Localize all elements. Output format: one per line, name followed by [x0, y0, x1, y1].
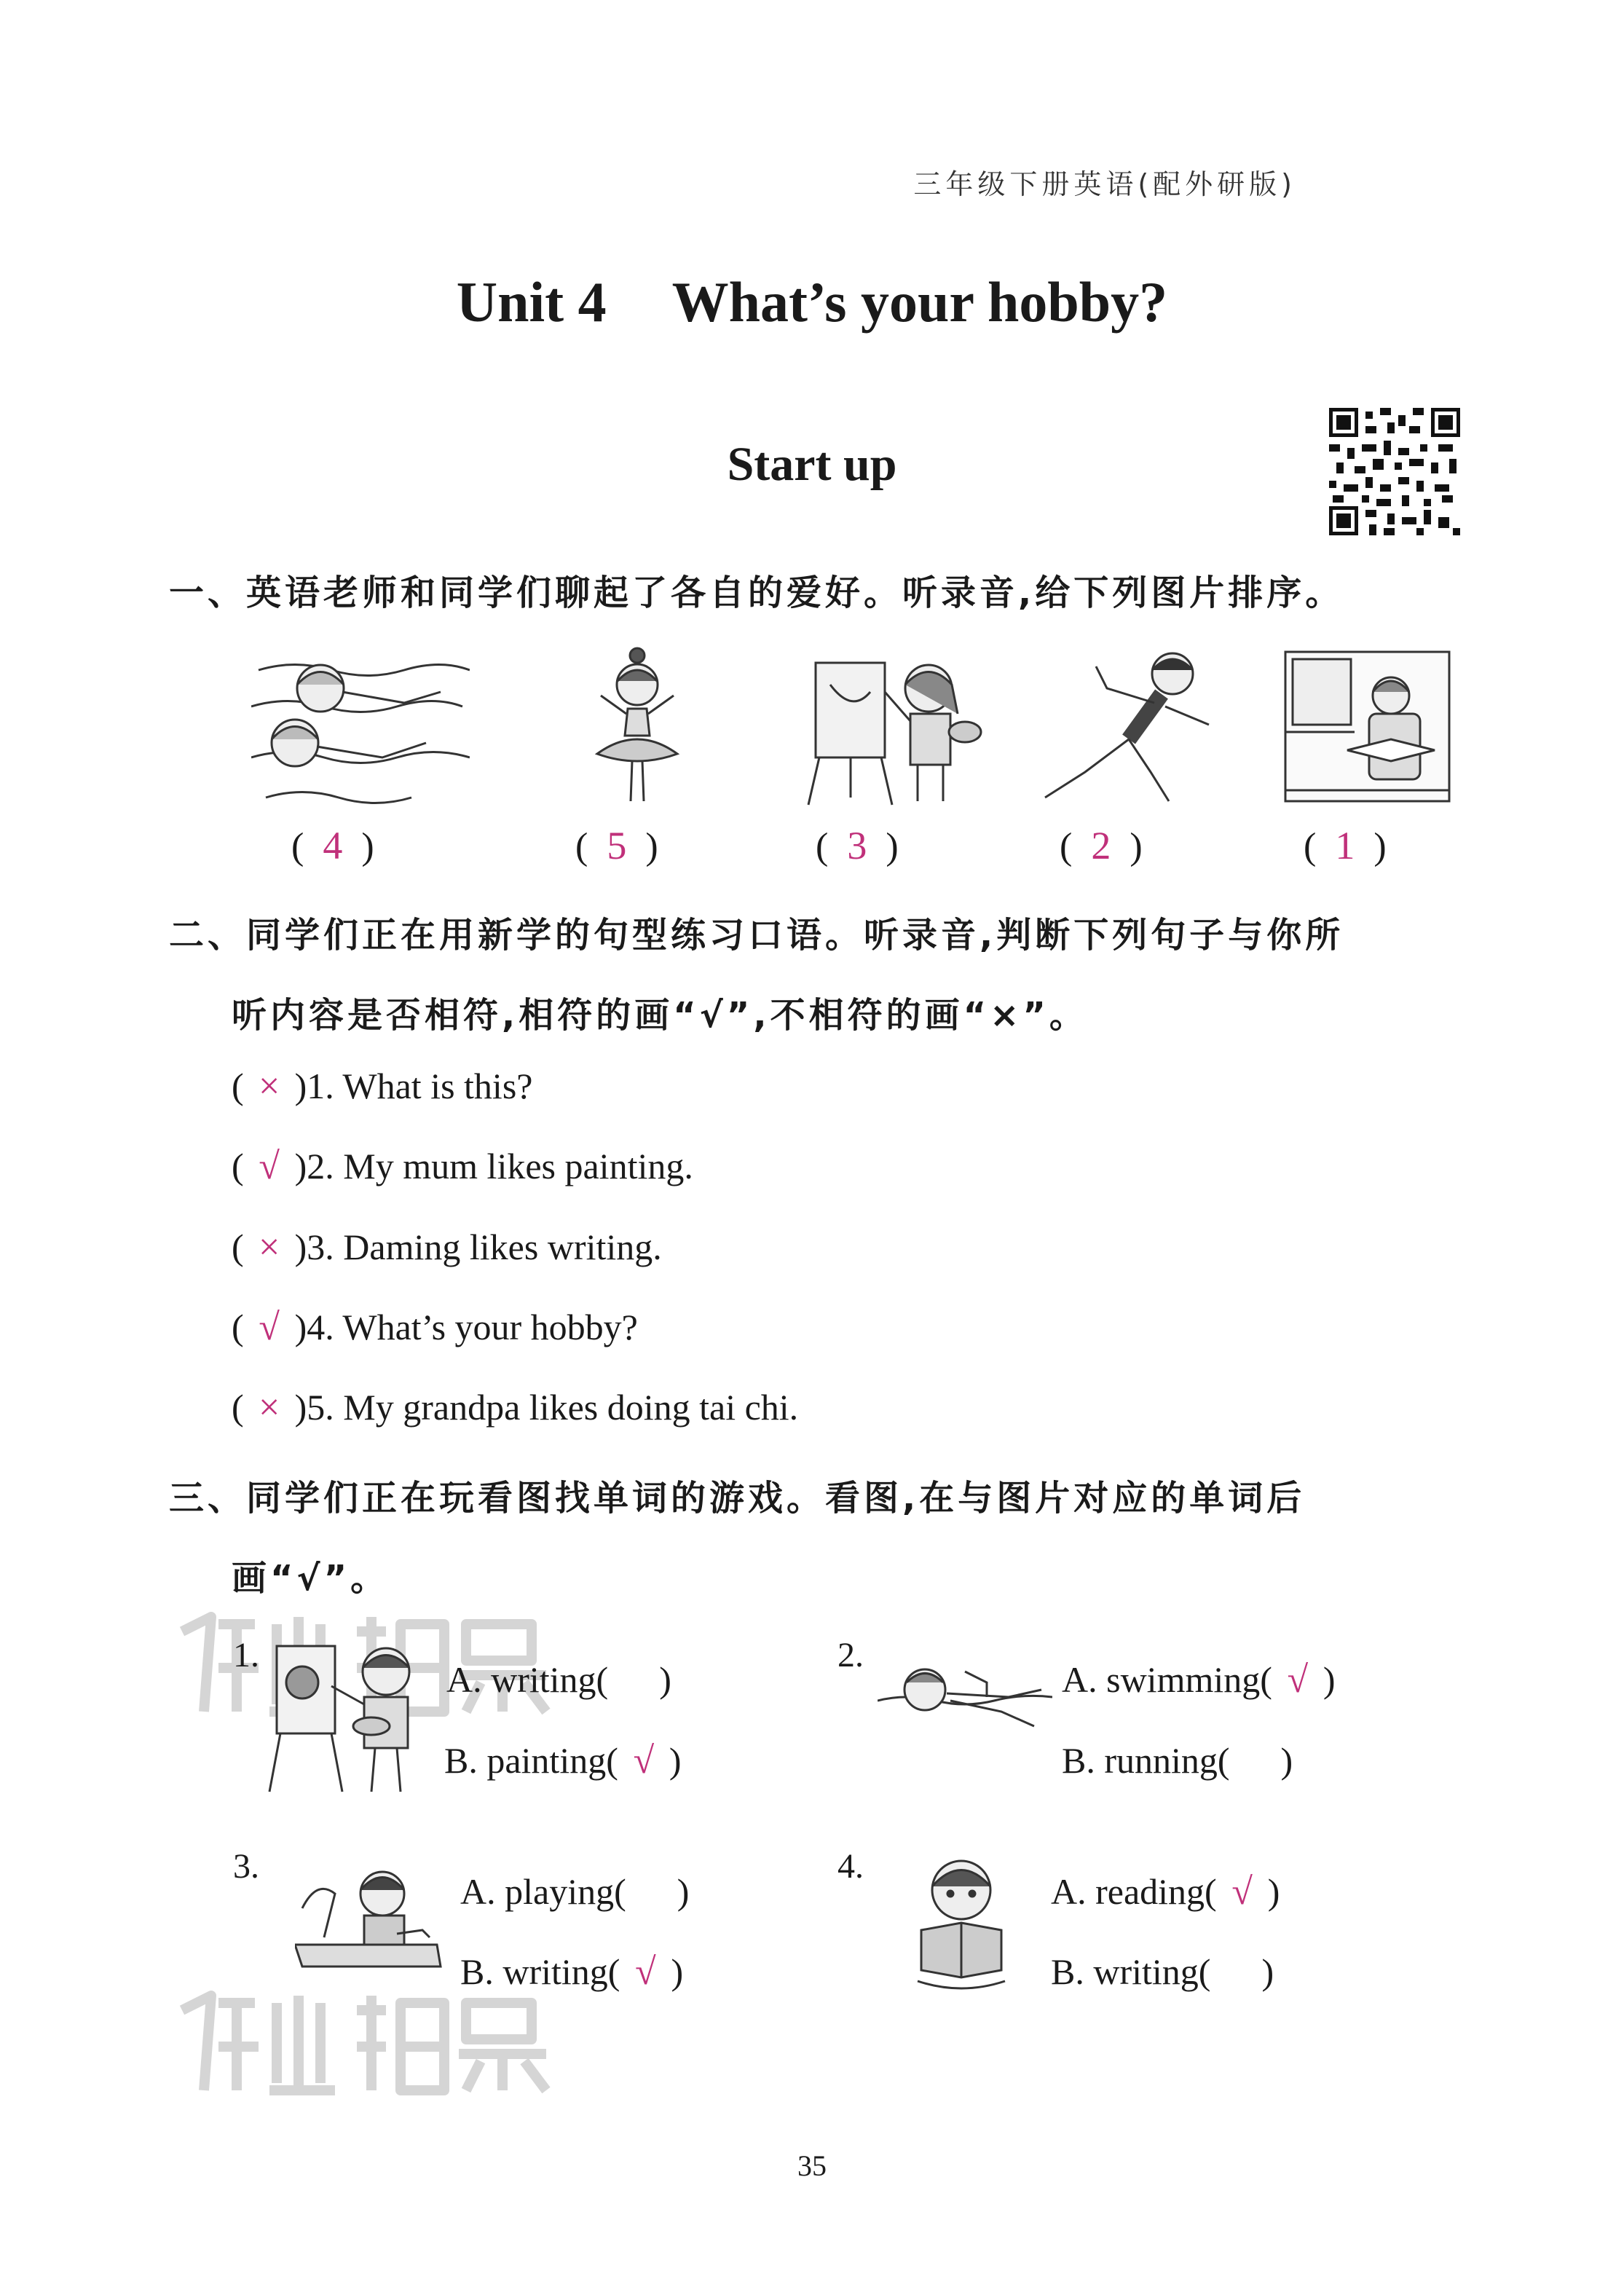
watermark-logo	[167, 1981, 561, 2105]
page-header: 三年级下册英语(配外研版)	[913, 168, 1296, 200]
q1-answer-value: 3	[847, 824, 867, 867]
q1-answer-value: 2	[1091, 824, 1111, 867]
q2-item-mark: ×	[258, 1387, 280, 1428]
unit-label: Unit 4	[456, 270, 607, 334]
q2-item-text: )5. My grandpa likes doing tai chi.	[294, 1387, 799, 1428]
q2-item-5: ( × )5. My grandpa likes doing tai chi.	[232, 1387, 799, 1428]
q3-item-number: 3.	[233, 1847, 259, 1886]
option-text: A. writing(	[446, 1659, 609, 1700]
q1-answer-value: 1	[1335, 824, 1355, 867]
option-text: B. writing(	[1051, 1951, 1211, 1992]
q3-item-4-option-b: B. writing( )	[1051, 1951, 1274, 1992]
running-boy-picture	[1027, 645, 1231, 816]
q3-instruction-line1: 三、同学们正在玩看图找单词的游戏。看图,在与图片对应的单词后	[169, 1478, 1306, 1519]
q2-item-3: ( × )3. Daming likes writing.	[232, 1227, 662, 1268]
q3-instruction-line2: 画“√”。	[232, 1558, 390, 1599]
q2-item-4: ( √ )4. What’s your hobby?	[232, 1307, 638, 1348]
q3-item-3-option-b: B. writing( √ )	[460, 1951, 684, 1993]
q2-item-1: ( × )1. What is this?	[232, 1066, 533, 1107]
q2-item-mark: √	[259, 1307, 280, 1348]
q1-answer-1: ( 4 )	[291, 824, 374, 867]
option-mark: √	[1231, 1871, 1253, 1913]
q3-item-number: 1.	[233, 1636, 259, 1674]
q2-item-mark: ×	[258, 1066, 280, 1107]
option-text: A. swimming(	[1062, 1659, 1272, 1700]
q3-item-3-option-a: A. playing( )	[460, 1871, 690, 1912]
q1-answer-value: 5	[607, 824, 627, 867]
option-text: B. running(	[1062, 1740, 1230, 1781]
q3-item-number: 2.	[837, 1636, 864, 1674]
q1-instruction: 一、英语老师和同学们聊起了各自的爱好。听录音,给下列图片排序。	[169, 572, 1344, 613]
unit-title	[0, 269, 1624, 335]
q3-item-2-option-a: A. swimming( √ )	[1062, 1659, 1336, 1701]
reading-boy-picture	[1282, 648, 1453, 805]
q2-item-text: )4. What’s your hobby?	[294, 1307, 638, 1347]
q1-answer-value: 4	[323, 824, 343, 867]
option-text: A. reading(	[1051, 1871, 1217, 1912]
q2-item-text: )2. My mum likes painting.	[294, 1146, 693, 1186]
painting-boy-picture	[262, 1631, 430, 1799]
q2-item-text: )3. Daming likes writing.	[294, 1227, 662, 1267]
q1-answer-4: ( 2 )	[1060, 824, 1143, 867]
q1-answer-3: ( 3 )	[816, 824, 899, 867]
q2-item-2: ( √ )2. My mum likes painting.	[232, 1146, 693, 1187]
reading-book-boy-picture	[910, 1850, 1012, 1996]
qr-code-icon	[1329, 408, 1460, 535]
option-text: B. painting(	[444, 1740, 618, 1781]
q3-item-2-option-b: B. running( )	[1062, 1740, 1293, 1781]
swimming-boy-picture	[878, 1653, 1052, 1748]
painting-girl-picture	[801, 648, 983, 812]
q3-item-number: 4.	[837, 1847, 864, 1886]
option-text: B. writing(	[460, 1951, 620, 1992]
option-mark: √	[633, 1740, 655, 1782]
q2-instruction-line1: 二、同学们正在用新学的句型练习口语。听录音,判断下列句子与你所	[169, 915, 1344, 956]
section-title: Start up	[727, 438, 897, 491]
ballet-girl-picture	[583, 645, 692, 812]
q1-answer-2: ( 5 )	[575, 824, 658, 867]
q2-item-mark: ×	[258, 1227, 280, 1268]
page-number: 35	[797, 2149, 827, 2182]
unit-question: What’s your hobby?	[671, 270, 1168, 334]
q3-item-4-option-a: A. reading( √ )	[1051, 1871, 1280, 1913]
option-mark: √	[1287, 1659, 1309, 1701]
q2-item-text: )1. What is this?	[294, 1066, 533, 1106]
swimming-kids-picture	[251, 648, 470, 808]
writing-boy-picture	[295, 1865, 448, 1974]
q3-item-1-option-b: B. painting( √ )	[444, 1740, 682, 1782]
q2-instruction-line2: 听内容是否相符,相符的画“√”,不相符的画“×”。	[232, 995, 1088, 1036]
q3-item-1-option-a: A. writing( )	[446, 1659, 671, 1700]
option-text: A. playing(	[460, 1871, 626, 1912]
q2-item-mark: √	[259, 1146, 280, 1187]
q1-answer-5: ( 1 )	[1304, 824, 1387, 867]
option-mark: √	[635, 1951, 656, 1993]
